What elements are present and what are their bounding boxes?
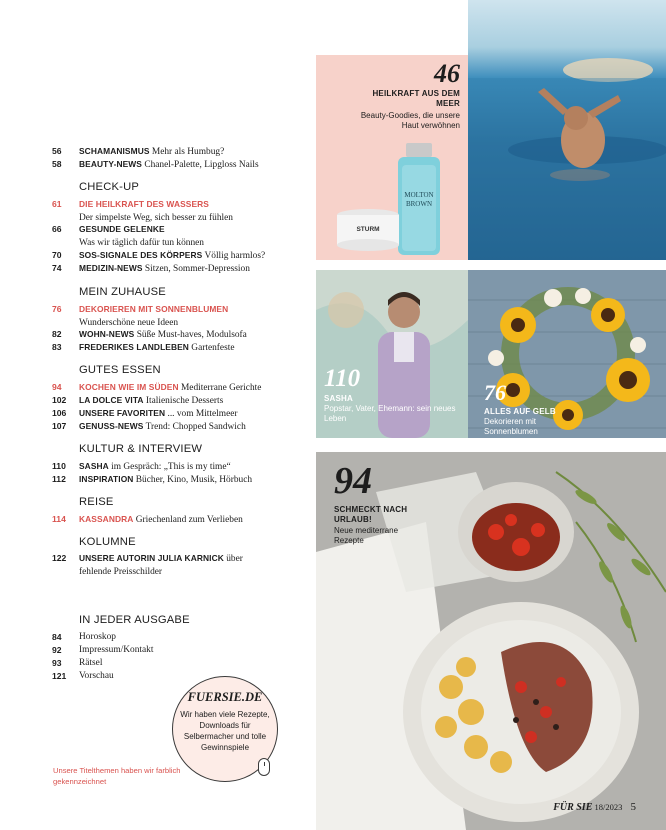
toc-headline: KASSANDRA (79, 514, 134, 524)
toc-text: Italienische Desserts (145, 396, 224, 406)
teaser-number: 76 (484, 380, 506, 405)
toc-text: Süße Must-haves, Modulsofa (136, 330, 247, 340)
section-title-kultur: KULTUR & INTERVIEW (79, 443, 203, 455)
teaser-text: Dekorieren mit Sonnenblumen (484, 417, 538, 436)
teaser-sunflower[interactable] (468, 270, 666, 438)
toc-text: Gartenfeste (191, 343, 235, 353)
svg-text:MOLTON: MOLTON (404, 191, 434, 199)
toc-page: 76 (52, 304, 62, 314)
toc-page: 102 (52, 395, 67, 405)
woman-in-water-image (468, 0, 666, 260)
toc-text: Sitzen, Sommer-Depression (144, 264, 250, 274)
toc-text: Chanel-Palette, Lipgloss Nails (144, 160, 259, 170)
teaser-text: Popstar, Vater, Ehemann: sein neues Leben (324, 404, 456, 423)
toc-text: ... vom Mittelmeer (167, 409, 238, 419)
toc-headline: SASHA (79, 461, 109, 471)
promo-text: Wir haben viele Rezepte, Downloads für Selbermacher und tolle Gewinnspiele (180, 710, 270, 752)
toc-headline: INSPIRATION (79, 474, 134, 484)
toc-headline: FREDERIKES LANDLEBEN (79, 342, 189, 352)
teaser-number: 94 (334, 460, 372, 502)
toc-page: 122 (52, 553, 67, 563)
toc-text: Horoskop (79, 632, 116, 642)
toc-page: 92 (52, 645, 62, 655)
toc-headline: GESUNDE GELENKE (79, 224, 165, 234)
toc-text: Völlig harmlos? (204, 251, 266, 261)
toc-headline: WOHN-NEWS (79, 329, 135, 339)
section-title-reise: REISE (79, 496, 114, 508)
promo-brand: FUERSIE.DE (187, 690, 263, 704)
toc-text: Mehr als Humbug? (151, 147, 225, 157)
toc-headline: DIE HEILKRAFT DES WASSERS (79, 199, 209, 209)
issue-number: 18/2023 (594, 802, 623, 812)
toc-text: Impressum/Kontakt (79, 645, 154, 655)
toc-page: 121 (52, 671, 67, 681)
teaser-text: Beauty-Goodies, die unsere Haut verwöhnen (360, 111, 460, 130)
toc-page: 56 (52, 146, 62, 156)
toc-text: über (226, 554, 243, 564)
teaser-beauty[interactable] (316, 55, 468, 260)
page-footer (553, 801, 636, 813)
teaser-sasha[interactable] (316, 270, 468, 438)
toc-page: 112 (52, 474, 66, 484)
toc-headline: DEKORIEREN MIT SONNENBLUMEN (79, 304, 229, 314)
teaser-headline: ALLES AUF GELB (484, 407, 556, 416)
toc-headline: SCHAMANISMUS (79, 146, 150, 156)
toc-headline: LA DOLCE VITA (79, 395, 144, 405)
teaser-number: 46 (434, 59, 460, 88)
toc-text: Rätsel (79, 658, 103, 668)
section-title-zuhause: MEIN ZUHAUSE (79, 286, 166, 298)
toc-subline: fehlende Preisschilder (79, 566, 163, 577)
section-title-essen: GUTES ESSEN (79, 364, 161, 376)
teaser-headline: SASHA (324, 394, 354, 403)
toc-page: 110 (52, 461, 66, 471)
toc-text: Mediterrane Gerichte (180, 383, 262, 393)
toc-page: 83 (52, 342, 62, 352)
teaser-food[interactable] (316, 452, 666, 830)
toc-page: 106 (52, 408, 67, 418)
toc-headline: SOS-SIGNALE DES KÖRPERS (79, 250, 203, 260)
title-topics-note: Unsere Titelthemen haben wir farblich gekennzeichnet (53, 766, 181, 786)
toc-text: Trend: Chopped Sandwich (145, 422, 246, 432)
toc-text: Bücher, Kino, Musik, Hörbuch (135, 475, 253, 485)
section-title-checkup: CHECK-UP (79, 181, 140, 193)
toc-headline: UNSERE AUTORIN JULIA KARNICK (79, 553, 224, 563)
teaser-headline: SCHMECKT NACH URLAUB! (334, 505, 408, 524)
toc-headline: KOCHEN WIE IM SÜDEN (79, 382, 179, 392)
toc-subline: Was wir täglich dafür tun können (79, 237, 204, 248)
bottle-pump (406, 143, 432, 157)
toc-text: im Gespräch: „This is my time“ (111, 462, 231, 472)
section-title-ausgabe: IN JEDER AUSGABE (79, 614, 190, 626)
toc-page: 74 (52, 263, 62, 273)
toc-subline: Der simpelste Weg, sich besser zu fühlen (79, 212, 233, 223)
section-title-kolumne: KOLUMNE (79, 536, 136, 548)
toc-page: 70 (52, 250, 62, 260)
toc-subline: Wunderschöne neue Ideen (79, 317, 179, 328)
toc-page: 107 (52, 421, 67, 431)
toc-page: 82 (52, 329, 62, 339)
toc-page: 84 (52, 632, 62, 642)
beauty-products-image (316, 135, 468, 260)
magazine-name: FÜR SIE (553, 802, 593, 813)
ocean-photo (468, 0, 666, 260)
teaser-headline: HEILKRAFT AUS DEM MEER (372, 89, 460, 108)
toc-headline: UNSERE FAVORITEN (79, 408, 166, 418)
toc-headline: GENUSS-NEWS (79, 421, 144, 431)
toc-page: 61 (52, 199, 62, 209)
toc-page: 66 (52, 224, 62, 234)
toc-text: Griechenland zum Verlieben (135, 515, 243, 525)
toc-headline: MEDIZIN-NEWS (79, 263, 143, 273)
svg-text:BROWN: BROWN (405, 200, 433, 208)
toc-headline: BEAUTY-NEWS (79, 159, 142, 169)
teaser-text: Neue mediterrane Rezepte (334, 526, 399, 545)
toc-page: 58 (52, 159, 62, 169)
teaser-number: 110 (324, 365, 361, 392)
mouse-icon (258, 758, 270, 776)
toc-page: 114 (52, 514, 66, 524)
jar-label: STURM (356, 226, 380, 233)
toc-text: Vorschau (79, 671, 114, 681)
page-number: 5 (630, 801, 636, 813)
toc-page: 94 (52, 382, 62, 392)
toc-page: 93 (52, 658, 62, 668)
